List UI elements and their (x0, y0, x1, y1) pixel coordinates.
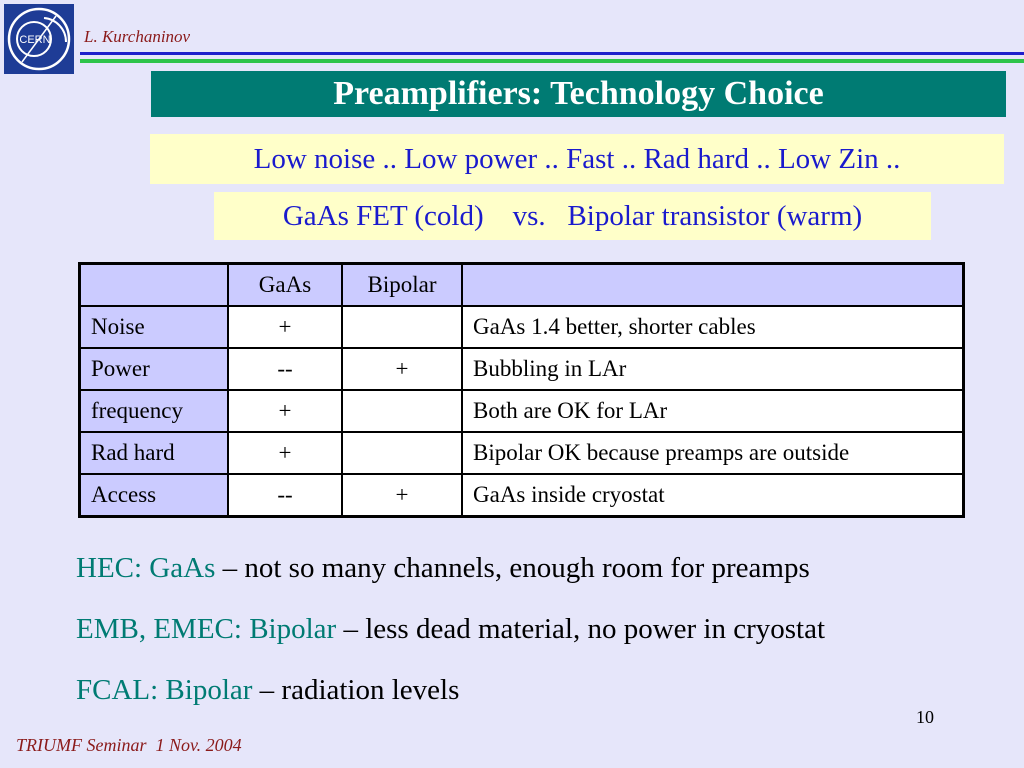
conclusion-highlight: EMB, EMEC: Bipolar (76, 613, 337, 645)
note-cell: GaAs inside cryostat (462, 474, 964, 517)
conclusion-text: – less dead material, no power in cryostat (336, 613, 826, 645)
cern-logo (4, 4, 74, 74)
conclusion-highlight: HEC: GaAs (76, 552, 216, 584)
author-name: L. Kurchaninov (84, 27, 191, 46)
row-label: Noise (80, 306, 229, 348)
logo-text: CERN (19, 34, 51, 46)
bipolar-cell: + (342, 474, 462, 517)
note-cell: GaAs 1.4 better, shorter cables (462, 306, 964, 348)
gaas-cell: -- (228, 348, 342, 390)
header-cell-notes (462, 264, 964, 307)
note-cell: Bipolar OK because preamps are outside (462, 432, 964, 474)
row-label: frequency (80, 390, 229, 432)
conclusion-line-fcal (76, 674, 459, 707)
gaas-cell: + (228, 432, 342, 474)
conclusion-line-hec (76, 552, 810, 585)
row-label: Rad hard (80, 432, 229, 474)
header-cell-gaas: GaAs (228, 264, 342, 307)
note-cell: Both are OK for LAr (462, 390, 964, 432)
row-label: Access (80, 474, 229, 517)
requirements-banner: Low noise .. Low power .. Fast .. Rad hard .. Low Zin .. (150, 134, 1004, 184)
conclusion-text: – not so many channels, enough room for preamps (215, 552, 810, 584)
footer-text: TRIUMF Seminar 1 Nov. 2004 (16, 735, 242, 755)
comparison-table (78, 262, 965, 518)
note-cell: Bubbling in LAr (462, 348, 964, 390)
page-number: 10 (916, 707, 934, 727)
bipolar-cell: + (342, 348, 462, 390)
conclusion-text: – radiation levels (252, 674, 460, 706)
slide-title: Preamplifiers: Technology Choice (151, 71, 1006, 117)
row-label: Power (80, 348, 229, 390)
header-cell-bipolar: Bipolar (342, 264, 462, 307)
table-header-row (80, 264, 964, 307)
header-rule-blue (80, 52, 1024, 55)
table-row (80, 306, 964, 348)
conclusion-line-emb (76, 613, 825, 646)
bipolar-cell (342, 306, 462, 348)
table-row (80, 474, 964, 517)
header-rule-green (80, 59, 1024, 63)
gaas-cell: + (228, 306, 342, 348)
comparison-banner: GaAs FET (cold) vs. Bipolar transistor (warm) (214, 192, 931, 240)
table-row (80, 432, 964, 474)
gaas-cell: + (228, 390, 342, 432)
conclusion-highlight: FCAL: Bipolar (76, 674, 253, 706)
bipolar-cell (342, 432, 462, 474)
table-row (80, 390, 964, 432)
table-row (80, 348, 964, 390)
header-cell-empty (80, 264, 229, 307)
bipolar-cell (342, 390, 462, 432)
gaas-cell: -- (228, 474, 342, 517)
